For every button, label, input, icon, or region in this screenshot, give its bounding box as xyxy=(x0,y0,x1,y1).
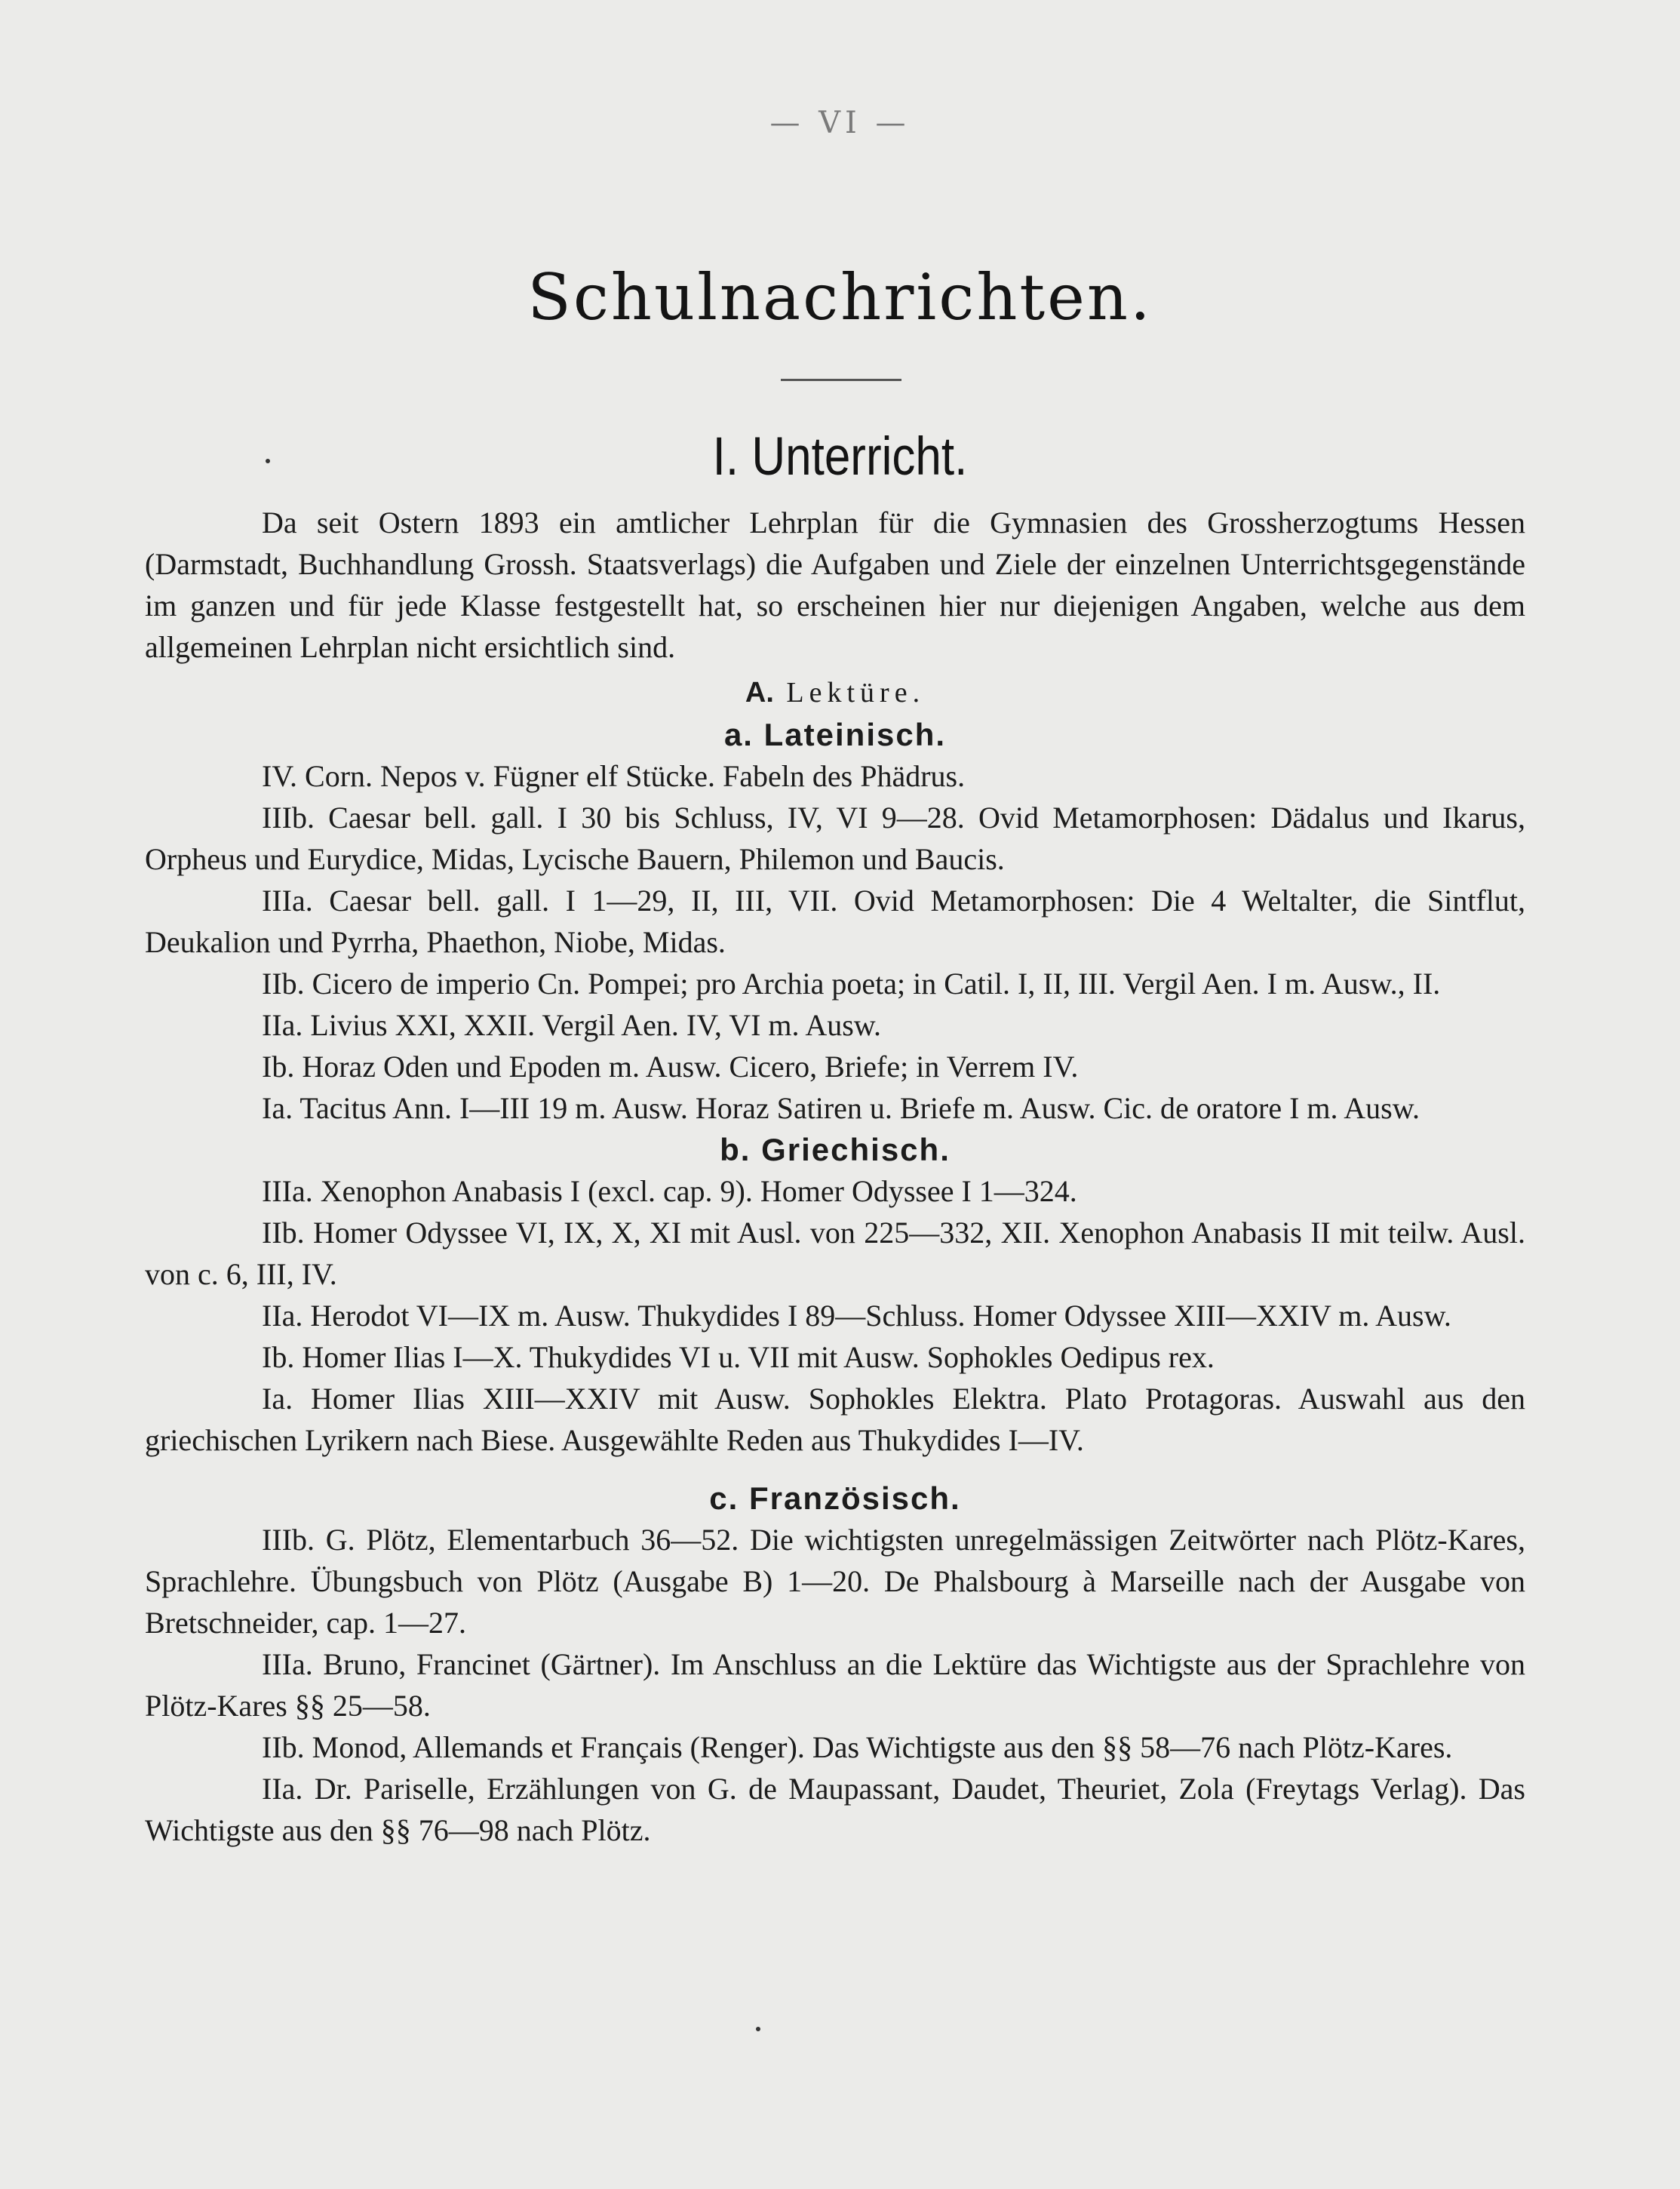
latein-entry: IIIb. Caesar bell. gall. I 30 bis Schluss, IV, VI 9—28. Ovid Metamorphosen: Dädalus und Ikarus, Orpheus und Eurydice, Midas, Lycische Bauern, Philemon und Baucis. xyxy=(145,801,1525,876)
intro-paragraph: Da seit Ostern 1893 ein amtlicher Lehrplan für die Gymnasien des Grossherzogtums Hessen (Darmstadt, Buchhandlung Grossh. Staatsverlags) die Aufgaben und Ziele der einzelnen Unterrichtsgegenstände im ganzen und für jede Klasse festgestellt hat, so erscheinen hier nur diejenigen Angaben, welche aus dem allgemeinen Lehrplan nicht ersichtlich sind. xyxy=(145,506,1525,664)
latein-entry: IIIa. Caesar bell. gall. I 1—29, II, III, VII. Ovid Metamorphosen: Die 4 Weltalter, die Sintflut, Deukalion und Pyrrha, Phaethon, Niobe, Midas. xyxy=(145,884,1525,959)
griechisch-entry: IIa. Herodot VI—IX m. Ausw. Thukydides I 89—Schluss. Homer Odyssee XIII—XXIV m. Ausw. xyxy=(262,1299,1451,1333)
latein-entry: Ib. Horaz Oden und Epoden m. Ausw. Cicero, Briefe; in Verrem IV. xyxy=(262,1050,1079,1084)
latein-entry: IV. Corn. Nepos v. Fügner elf Stücke. Fabeln des Phädrus. xyxy=(262,759,966,793)
document-body xyxy=(145,502,1525,1851)
latein-entry: Ia. Tacitus Ann. I—III 19 m. Ausw. Horaz Satiren u. Briefe m. Ausw. Cic. de oratore I m. Ausw. xyxy=(262,1091,1420,1125)
latein-entry: IIb. Cicero de imperio Cn. Pompei; pro Archia poeta; in Catil. I, II, III. Vergil Aen. I m. Ausw., II. xyxy=(262,967,1441,1001)
griechisch-entry: Ib. Homer Ilias I—X. Thukydides VI u. VII mit Ausw. Sophokles Oedipus rex. xyxy=(262,1340,1215,1374)
lekture-letter: A. xyxy=(745,677,774,709)
griechisch-heading: b. Griechisch. xyxy=(720,1132,951,1167)
lekture-label: Lektüre. xyxy=(786,677,926,709)
latein-heading: a. Lateinisch. xyxy=(723,717,947,752)
page-number: — VI — xyxy=(769,106,911,140)
section-heading: I. Unterricht. xyxy=(712,426,968,487)
title-divider xyxy=(781,379,901,381)
print-speck xyxy=(756,2027,760,2031)
franzoesisch-entry: IIa. Dr. Pariselle, Erzählungen von G. de Maupassant, Daudet, Theuriet, Zola (Freytags Verlag). Das Wichtigste aus den §§ 76—98 nach Plötz. xyxy=(145,1772,1525,1847)
griechisch-entry: IIIa. Xenophon Anabasis I (excl. cap. 9). Homer Odyssee I 1—324. xyxy=(262,1174,1077,1208)
griechisch-entry: Ia. Homer Ilias XIII—XXIV mit Ausw. Sophokles Elektra. Plato Protagoras. Auswahl aus den griechischen Lyrikern nach Biese. Ausgewählte Reden aus Thukydides I—IV. xyxy=(145,1382,1525,1457)
print-speck xyxy=(266,459,270,463)
franzoesisch-heading: c. Französisch. xyxy=(709,1480,961,1516)
griechisch-entry: IIb. Homer Odyssee VI, IX, X, XI mit Ausl. von 225—332, XII. Xenophon Anabasis II mit teilw. Ausl. von c. 6, III, IV. xyxy=(145,1216,1525,1291)
latein-entry: IIa. Livius XXI, XXII. Vergil Aen. IV, VI m. Ausw. xyxy=(262,1008,882,1042)
page-title: Schulnachrichten. xyxy=(527,260,1153,334)
franzoesisch-entry: IIb. Monod, Allemands et Français (Renger). Das Wichtigste aus den §§ 58—76 nach Plötz-Kares. xyxy=(262,1730,1453,1764)
lekture-heading xyxy=(145,672,1525,714)
franzoesisch-entry: IIIb. G. Plötz, Elementarbuch 36—52. Die wichtigsten unregelmässigen Zeitwörter nach Plötz-Kares, Sprachlehre. Übungsbuch von Plötz (Ausgabe B) 1—20. De Phalsbourg à Marseille nach der Ausgabe von Bretschneider, cap. 1—27. xyxy=(145,1523,1525,1640)
franzoesisch-entry: IIIa. Bruno, Francinet (Gärtner). Im Anschluss an die Lektüre das Wichtigste aus der Sprachlehre von Plötz-Kares §§ 25—58. xyxy=(145,1647,1525,1723)
